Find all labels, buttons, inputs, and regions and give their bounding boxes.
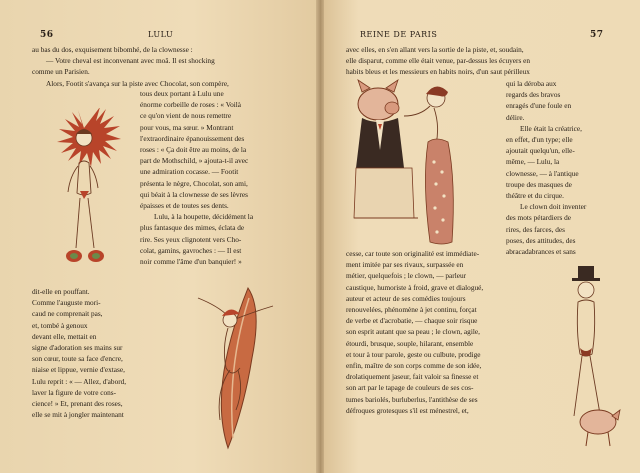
text-line: son cœur, toute sa face d'encre, (32, 354, 123, 364)
text-line: drolatiquement jaseur, fait valoir sa finesse et (346, 372, 479, 382)
text-line: laver la figure de votre cons- (32, 387, 117, 397)
text-line: Comme l'auguste mori- (32, 298, 101, 308)
text-line: en effet, d'un type; elle (506, 135, 573, 145)
text-line: métier, quelquefois ; le clown, — parleur (346, 271, 467, 281)
right-bottom-column (346, 248, 530, 416)
right-page (320, 0, 640, 473)
text-line: — Votre cheval est inconvenant avec moâ. Il est shocking (46, 56, 215, 66)
text-line: énorme corbeille de roses : « Voilà (140, 100, 242, 110)
text-line: renouvelées, phénomène à jet continu, forçat (346, 305, 477, 315)
text-line: au bas du dos, exquisement bibomhé, de la clownesse : (32, 45, 193, 54)
text-line: et tour à tour parole, geste ou culbute, prodige (346, 349, 481, 359)
text-line: avec elles, en s'en allant vers la sortie de la piste, et, soudain, (346, 45, 524, 54)
text-line: roses : « Ça doit être au moins, de la (140, 145, 247, 155)
text-line: défroques grotesques s'il est ménestrel, et, (346, 405, 469, 415)
text-line: auteur et acteur de ses comédies toujours (346, 293, 466, 303)
text-line: clownesse, — à l'antique (506, 168, 579, 178)
text-line: Alors, Footit s'avança sur la piste avec Chocolat, son compère, (46, 78, 229, 88)
clownesse-feather-ruff-illustration (34, 108, 134, 283)
text-line: niaise et lippue, vernie d'extase, (32, 365, 125, 375)
text-line: pour vous, ma sœur. » Montrant (140, 122, 234, 132)
text-line: tous deux portant à Lulu une (140, 89, 224, 98)
left-top-paragraph (32, 44, 294, 89)
text-line: une admiration cocasse. — Footit (140, 167, 239, 177)
text-line: de verbe et d'acrobatie, — chaque soir risque (346, 316, 478, 326)
text-line: rire. Ses yeux clignotent vers Cho- (140, 234, 242, 244)
text-line: enragés d'une foule en (506, 101, 572, 111)
text-line: tumes bariolés, burluberlus, l'antithèse de ses (346, 394, 478, 404)
text-line: ce qu'on vient de nous remettre (140, 111, 232, 121)
right-narrow-column (506, 78, 610, 257)
text-line: troupe des masques de (506, 179, 572, 189)
text-line: Le clown doit inventer (520, 202, 587, 212)
book-gutter (316, 0, 324, 473)
text-line: des mots pétardiers de (506, 213, 572, 223)
text-line: enfin, maître de son corps comme de son idée, (346, 361, 482, 371)
text-line: devant elle, mettait en (32, 331, 97, 341)
text-line: elle disparut, comme elle était venue, par-dessus les écuyers en (346, 56, 531, 66)
surfboard-diver-illustration (158, 278, 298, 458)
text-line: théâtre et du cirque. (506, 191, 564, 201)
text-line: même, — Lulu, la (506, 157, 560, 167)
text-line: l'extraordinaire épanouissement des (140, 133, 245, 143)
text-line: qui béait à la clownesse de ses lèvres (140, 189, 248, 199)
page-number-left: 56 (40, 30, 54, 40)
text-line: caud ne comprenait pas, (32, 309, 103, 319)
text-line: elle se mit à jongler maintenant (32, 410, 124, 420)
text-line: et, tombé à genoux (32, 320, 88, 330)
text-line: rires, des farces, des (506, 224, 565, 234)
text-line: comme un Parisien. (32, 67, 90, 77)
pig-and-dancer-illustration (338, 72, 503, 248)
text-line: ment imitée par ses rivaux, surpassée en (346, 260, 464, 270)
text-line: Lulu reprit : « — Allez, d'abord, (32, 376, 127, 386)
text-line: son art par le tapage de couleurs de ses cos- (346, 383, 474, 393)
text-line: plus fantasque des mimes, éclata de (140, 223, 245, 233)
text-line: caustique, humoriste à froid, grave et dialogué, (346, 282, 484, 292)
running-head-right: REINE DE PARIS (360, 30, 438, 39)
text-line: Lulu, à la houpette, décidément la (154, 212, 254, 222)
text-line: noir comme l'âme d'un banquier! » (140, 257, 242, 267)
text-line: étourdi, brusque, souple, hilarant, ensemble (346, 338, 474, 348)
text-line: abracadabrances et sans (506, 247, 576, 257)
text-line: regards des bravos (506, 90, 561, 100)
top-hat-figure-illustration (538, 262, 636, 462)
text-line: qui la déroba aux (506, 79, 557, 88)
running-head-left: LULU (148, 30, 174, 39)
text-line: présenta le nègre, Chocolat, son ami, (140, 178, 248, 188)
text-line: délire. (506, 112, 525, 122)
page-number-right: 57 (590, 30, 604, 40)
text-line: cience! » Et, prenant des roses, (32, 399, 123, 409)
text-line: son esprit autant que sa peau ; le clown, agile, (346, 327, 480, 337)
text-line: ajoutait quelqu'un, elle- (506, 146, 575, 156)
text-line: épaisses et de toutes ses dents. (140, 201, 229, 211)
left-right-column (140, 88, 300, 267)
text-line: Elle était la créatrice, (520, 123, 582, 133)
text-line: signe d'adoration ses mains sur (32, 343, 123, 353)
text-line: colat, gamins, gavroches : — Il est (140, 245, 242, 255)
text-line: poses, des attitudes, des (506, 235, 576, 245)
text-line: cesse, car toute son originalité est immédiate- (346, 249, 480, 258)
text-line: habits bleus et les messieurs en habits noirs, d'un saut périlleux (346, 67, 530, 77)
text-line: part de Mothschild, » ajouta-t-il avec (140, 156, 249, 166)
text-line: dit-elle en pouffant. (32, 287, 90, 296)
